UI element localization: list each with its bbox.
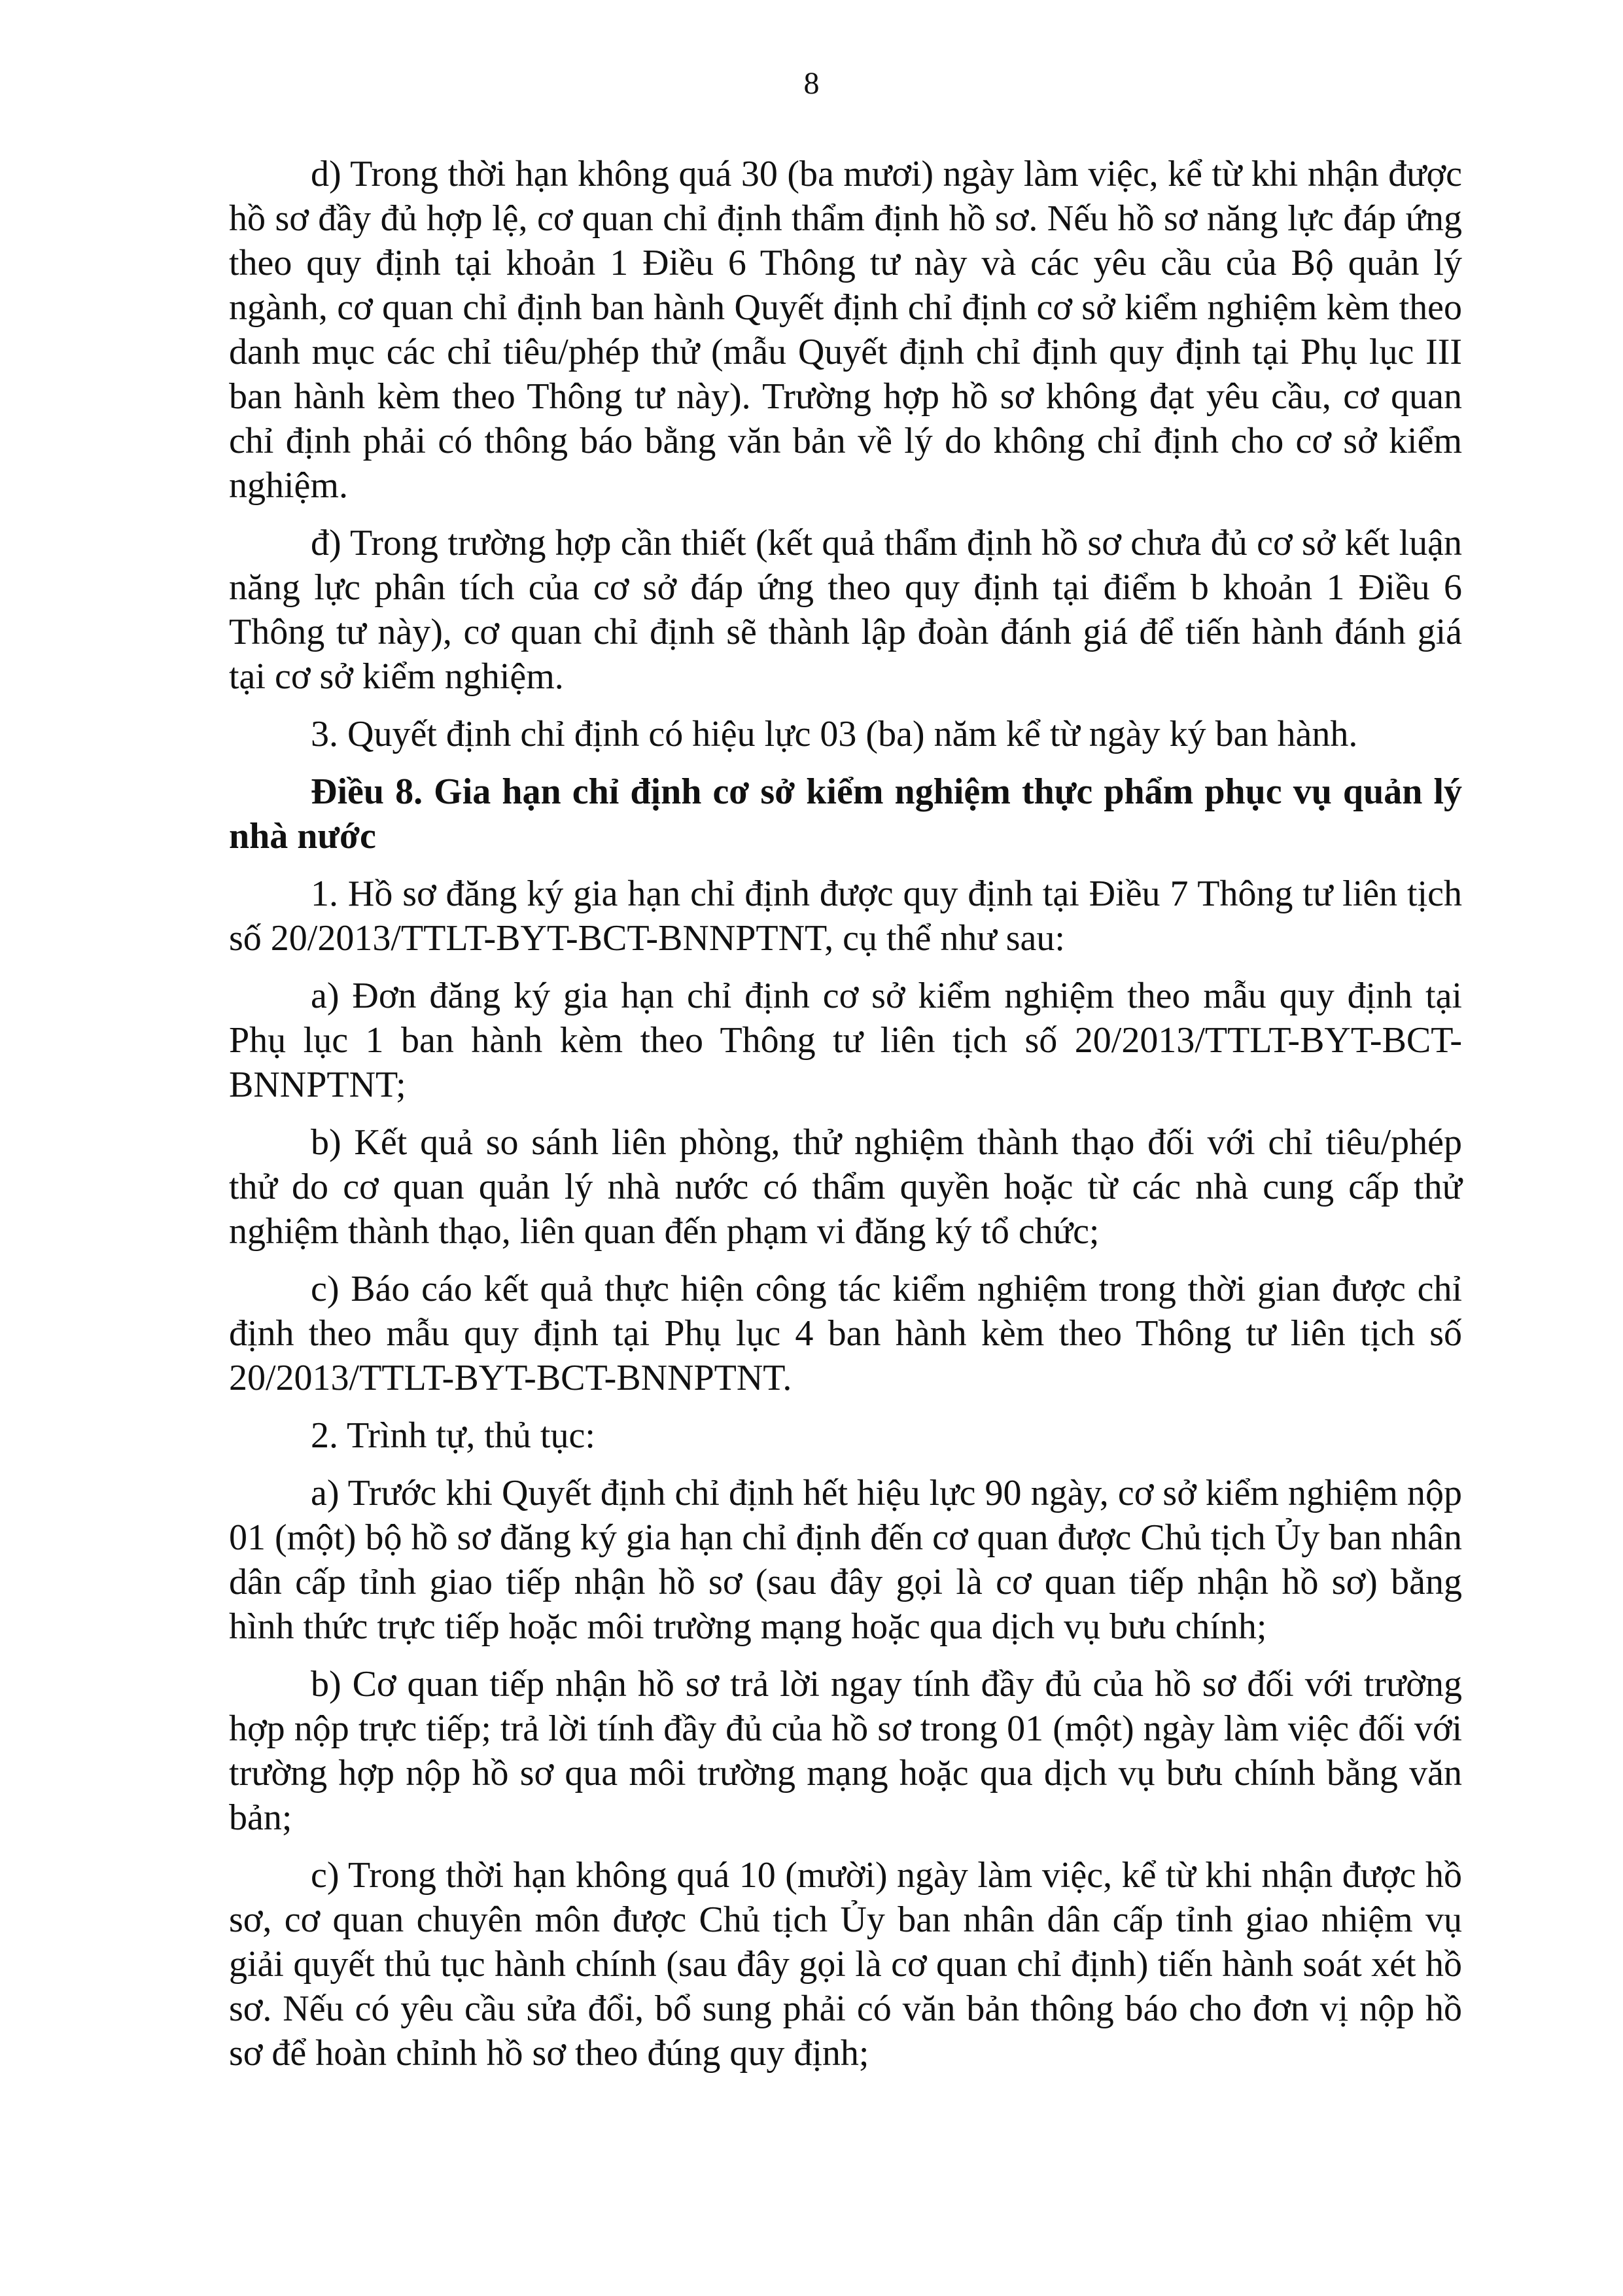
paragraph-b-comparison: b) Kết quả so sánh liên phòng, thử nghiệm thành thạo đối với chỉ tiêu/phép thử do cơ quan quản lý nhà nước có thẩm quyền hoặc từ các nhà cung cấp thử nghiệm thành thạo, liên quan đến phạm vi đăng ký tổ chức; bbox=[229, 1122, 1462, 1252]
paragraph-3-validity: 3. Quyết định chỉ định có hiệu lực 03 (ba) năm kể từ ngày ký ban hành. bbox=[311, 714, 1358, 754]
paragraph-a-application: a) Đơn đăng ký gia hạn chỉ định cơ sở kiểm nghiệm theo mẫu quy định tại Phụ lục 1 ban hành kèm theo Thông tư liên tịch số 20/2013/TTLT-BYT-BCT-BNNPTNT; bbox=[229, 976, 1462, 1105]
paragraph-b-response: b) Cơ quan tiếp nhận hồ sơ trả lời ngay tính đầy đủ của hồ sơ đối với trường hợp nộp trực tiếp; trả lời tính đầy đủ của hồ sơ trong 01 (một) ngày làm việc đối với trường hợp nộp hồ sơ qua môi trường mạng hoặc qua dịch vụ bưu chính bằng văn bản; bbox=[229, 1664, 1462, 1838]
page-number: 8 bbox=[803, 66, 820, 101]
document-body bbox=[229, 152, 1462, 2089]
paragraph-2-procedure: 2. Trình tự, thủ tục: bbox=[311, 1415, 595, 1456]
article-8-heading: Điều 8. Gia hạn chỉ định cơ sở kiểm nghiệm thực phẩm phục vụ quản lý nhà nước bbox=[229, 771, 1462, 857]
paragraph-dd-assessment: đ) Trong trường hợp cần thiết (kết quả thẩm định hồ sơ chưa đủ cơ sở kết luận năng lực phân tích của cơ sở đáp ứng theo quy định tại điểm b khoản 1 Điều 6 Thông tư này), cơ quan chỉ định sẽ thành lập đoàn đánh giá để tiến hành đánh giá tại cơ sở kiểm nghiệm. bbox=[229, 523, 1462, 697]
paragraph-a-submission: a) Trước khi Quyết định chỉ định hết hiệu lực 90 ngày, cơ sở kiểm nghiệm nộp 01 (một) bộ hồ sơ đăng ký gia hạn chỉ định đến cơ quan được Chủ tịch Ủy ban nhân dân cấp tỉnh giao tiếp nhận hồ sơ (sau đây gọi là cơ quan tiếp nhận hồ sơ) bằng hình thức trực tiếp hoặc môi trường mạng hoặc qua dịch vụ bưu chính; bbox=[229, 1473, 1462, 1647]
paragraph-c-review: c) Trong thời hạn không quá 10 (mười) ngày làm việc, kể từ khi nhận được hồ sơ, cơ quan chuyên môn được Chủ tịch Ủy ban nhân dân cấp tỉnh giao nhiệm vụ giải quyết thủ tục hành chính (sau đây gọi là cơ quan chỉ định) tiến hành soát xét hồ sơ. Nếu có yêu cầu sửa đổi, bổ sung phải có văn bản thông báo cho đơn vị nộp hồ sơ để hoàn chỉnh hồ sơ theo đúng quy định; bbox=[229, 1855, 1462, 2074]
paragraph-c-report: c) Báo cáo kết quả thực hiện công tác kiểm nghiệm trong thời gian được chỉ định theo mẫu quy định tại Phụ lục 4 ban hành kèm theo Thông tư liên tịch số 20/2013/TTLT-BYT-BCT-BNNPTNT. bbox=[229, 1269, 1462, 1398]
paragraph-d-appraisal: d) Trong thời hạn không quá 30 (ba mươi) ngày làm việc, kể từ khi nhận được hồ sơ đầy đủ hợp lệ, cơ quan chỉ định thẩm định hồ sơ. Nếu hồ sơ năng lực đáp ứng theo quy định tại khoản 1 Điều 6 Thông tư này và các yêu cầu của Bộ quản lý ngành, cơ quan chỉ định ban hành Quyết định chỉ định cơ sở kiểm nghiệm kèm theo danh mục các chỉ tiêu/phép thử (mẫu Quyết định chỉ định quy định tại Phụ lục III ban hành kèm theo Thông tư này). Trường hợp hồ sơ không đạt yêu cầu, cơ quan chỉ định phải có thông báo bằng văn bản về lý do không chỉ định cho cơ sở kiểm nghiệm. bbox=[229, 154, 1462, 506]
paragraph-1-dossier: 1. Hồ sơ đăng ký gia hạn chỉ định được quy định tại Điều 7 Thông tư liên tịch số 20/2013/TTLT-BYT-BCT-BNNPTNT, cụ thể như sau: bbox=[229, 874, 1462, 959]
